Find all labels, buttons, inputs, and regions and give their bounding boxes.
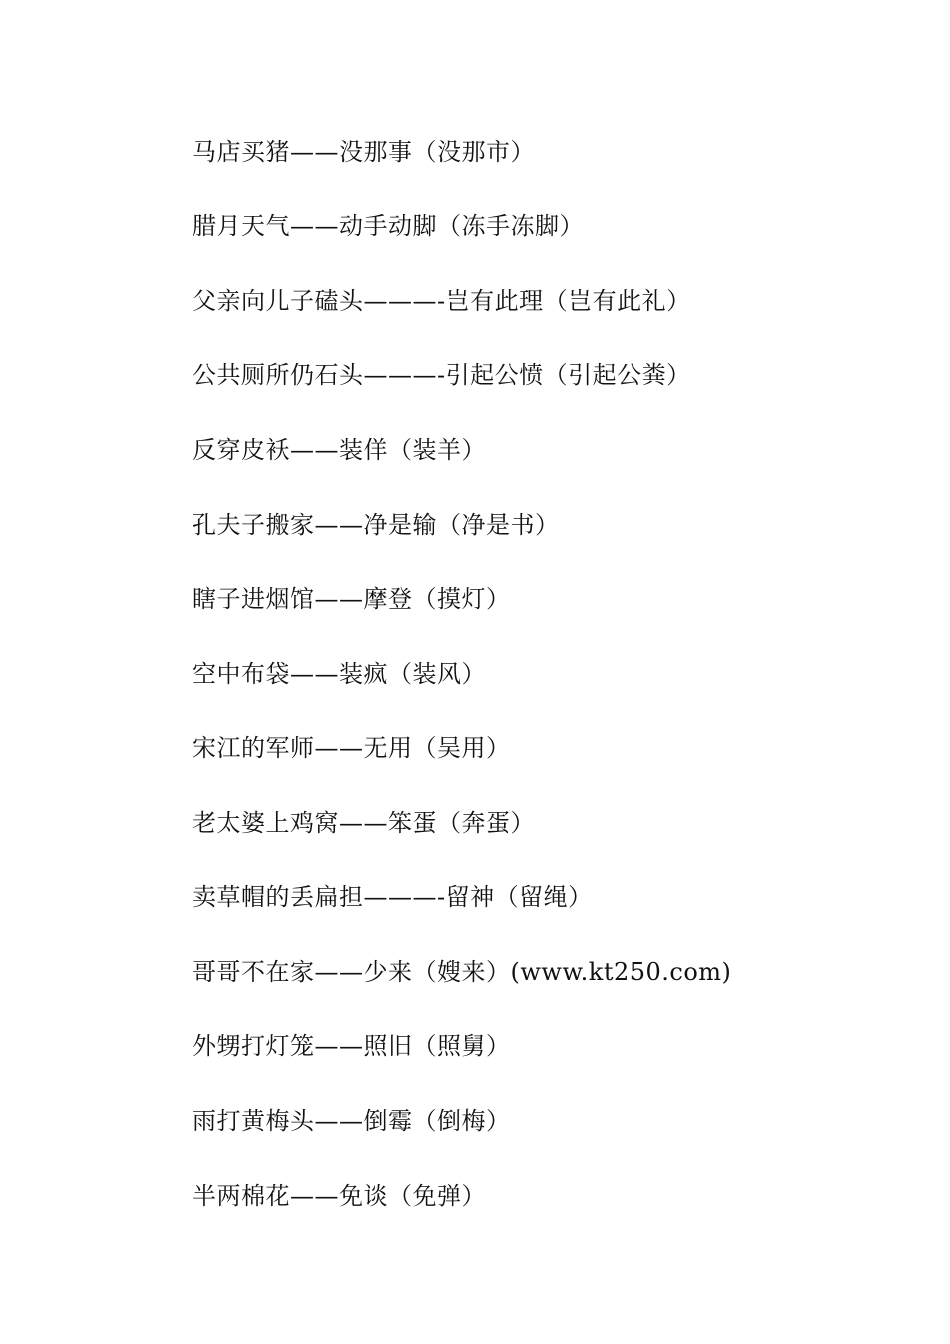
text-line: 半两棉花——免谈（免弹） (192, 1182, 486, 1210)
text-line: 空中布袋——装疯（装风） (192, 660, 486, 688)
text-line: 父亲向儿子磕头———-岂有此理（岂有此礼） (192, 287, 691, 315)
text-line: 雨打黄梅头——倒霉（倒梅） (192, 1107, 511, 1135)
text-line: 老太婆上鸡窝——笨蛋（奔蛋） (192, 809, 535, 837)
text-line: 瞎子进烟馆——摩登（摸灯） (192, 585, 511, 613)
text-line: 反穿皮袄——装佯（装羊） (192, 436, 486, 464)
text-line: 公共厕所仍石头———-引起公愤（引起公粪） (192, 361, 691, 389)
text-line: 卖草帽的丢扁担———-留神（留绳） (192, 883, 593, 911)
text-line: 腊月天气——动手动脚（冻手冻脚） (192, 212, 584, 240)
text-line: 外甥打灯笼——照旧（照舅） (192, 1032, 511, 1060)
text-line: 孔夫子搬家——净是输（净是书） (192, 511, 560, 539)
text-line: 马店买猪——没那事（没那市） (192, 138, 535, 166)
text-line: 哥哥不在家——少来（嫂来）(www.kt250.com) (192, 958, 732, 986)
text-line: 宋江的军师——无用（吴用） (192, 734, 511, 762)
